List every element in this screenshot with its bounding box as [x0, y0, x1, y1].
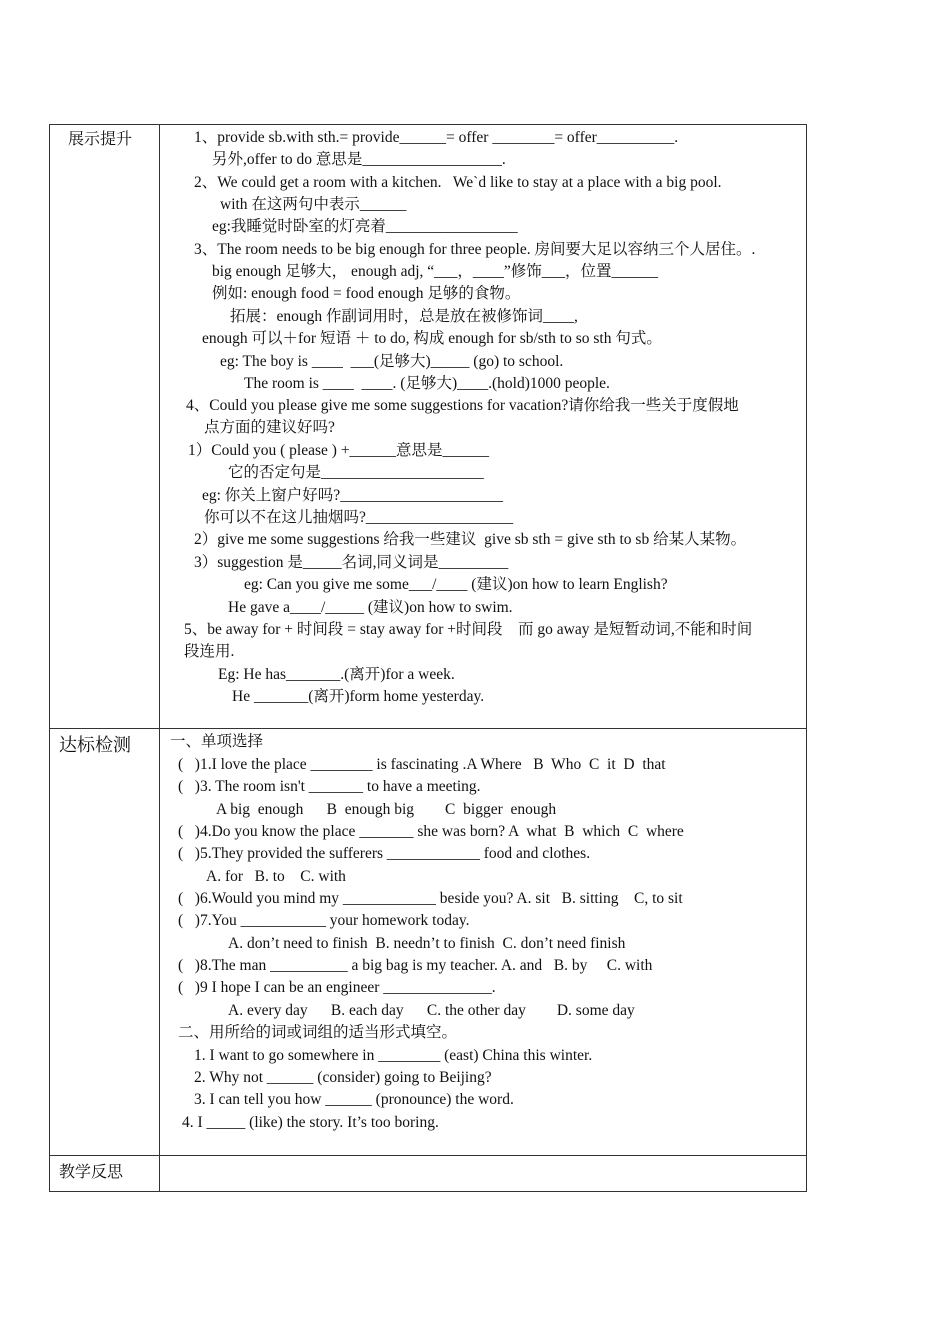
- text-line: 2、We could get a room with a kitchen. We`d like to stay at a place with a big pool.: [194, 174, 722, 191]
- text-line: 一、单项选择: [170, 733, 264, 750]
- text-line: 它的否定句是_____________________: [228, 464, 484, 481]
- text-line: 点方面的建议好吗?: [204, 419, 335, 436]
- text-line: 1、provide sb.with sth.= provide______= offer ________= offer__________.: [194, 129, 679, 146]
- text-line: 1. I want to go somewhere in ________ (east) China this winter.: [194, 1047, 593, 1064]
- text-line: ( )3. The room isn't _______ to have a meeting.: [178, 778, 481, 795]
- section-label-reflect: 教学反思: [50, 1156, 160, 1191]
- section-content-test: [160, 729, 806, 1155]
- text-line: ( )6.Would you mind my ____________ beside you? A. sit B. sitting C, to sit: [178, 890, 683, 907]
- text-line: 3. I can tell you how ______ (pronounce) the word.: [194, 1091, 514, 1108]
- text-line: ( )1.I love the place ________ is fascinating .A Where B Who C it D that: [178, 756, 666, 773]
- section-content-show: [160, 125, 806, 728]
- text-line: eg:我睡觉时卧室的灯亮着_________________: [212, 218, 518, 235]
- text-line: ( )9 I hope I can be an engineer ______________.: [178, 979, 496, 996]
- text-line: ( )5.They provided the sufferers ____________ food and clothes.: [178, 845, 591, 862]
- text-line: eg: The boy is ____ ___(足够大)_____ (go) to school.: [220, 353, 564, 370]
- text-line: 4. I _____ (like) the story. It’s too boring.: [182, 1114, 439, 1131]
- section-label-show: 展示提升: [50, 125, 160, 728]
- section-content-reflect: [160, 1156, 806, 1191]
- text-line: He _______(离开)form home yesterday.: [232, 688, 485, 705]
- text-line: A big enough B enough big C bigger enough: [216, 801, 557, 818]
- section-show-row: [50, 125, 806, 729]
- text-line: 3）suggestion 是_____名词,同义词是_________: [194, 554, 509, 571]
- text-line: 4、Could you please give me some suggestions for vacation?请你给我一些关于度假地: [186, 397, 739, 414]
- text-line: 二、用所给的词或词组的适当形式填空。: [178, 1024, 458, 1041]
- text-line: ( )4.Do you know the place _______ she was born? A what B which C where: [178, 823, 684, 840]
- text-line: ( )8.The man __________ a big bag is my teacher. A. and B. by C. with: [178, 957, 653, 974]
- text-line: He gave a____/_____ (建议)on how to swim.: [228, 599, 513, 616]
- text-line: 拓展：enough 作副词用时，总是放在被修饰词____,: [230, 308, 578, 325]
- text-line: 1）Could you ( please ) +______意思是______: [188, 442, 490, 459]
- text-line: 另外,offer to do 意思是__________________.: [212, 151, 506, 168]
- section-reflect-row: [50, 1156, 806, 1191]
- text-line: A. for B. to C. with: [206, 868, 346, 885]
- text-line: A. don’t need to finish B. needn’t to finish C. don’t need finish: [228, 935, 626, 952]
- text-line: with 在这两句中表示______: [220, 196, 407, 213]
- text-line: 5、be away for + 时间段 = stay away for +时间段 而 go away 是短暂动词,不能和时间: [184, 621, 753, 638]
- text-line: 2）give me some suggestions 给我一些建议 give sb sth = give sth to sb 给某人某物。: [194, 531, 747, 548]
- text-line: ( )7.You ___________ your homework today.: [178, 912, 470, 929]
- text-line: A. every day B. each day C. the other day D. some day: [228, 1002, 635, 1019]
- text-line: Eg: He has_______.(离开)for a week.: [218, 666, 455, 683]
- text-line: 你可以不在这儿抽烟吗?___________________: [204, 509, 514, 526]
- text-line: 3、The room needs to be big enough for three people. 房间要大足以容纳三个人居住。.: [194, 241, 756, 258]
- text-line: 例如: enough food = food enough 足够的食物。: [212, 285, 521, 302]
- text-line: enough 可以＋for 短语 ＋ to do, 构成 enough for sb/sth to so sth 句式。: [202, 330, 662, 347]
- section-test-row: [50, 729, 806, 1156]
- section-label-test: 达标检测: [50, 729, 160, 1155]
- text-line: eg: 你关上窗户好吗?_____________________: [202, 487, 503, 504]
- text-line: big enough 足够大， enough adj, “___，____”修饰___，位置______: [212, 263, 659, 280]
- worksheet-table: [49, 124, 807, 1192]
- text-line: 2. Why not ______ (consider) going to Beijing?: [194, 1069, 492, 1086]
- text-line: eg: Can you give me some___/____ (建议)on how to learn English?: [244, 576, 668, 593]
- text-line: 段连用.: [184, 643, 235, 660]
- text-line: The room is ____ ____. (足够大)____.(hold)1000 people.: [244, 375, 610, 392]
